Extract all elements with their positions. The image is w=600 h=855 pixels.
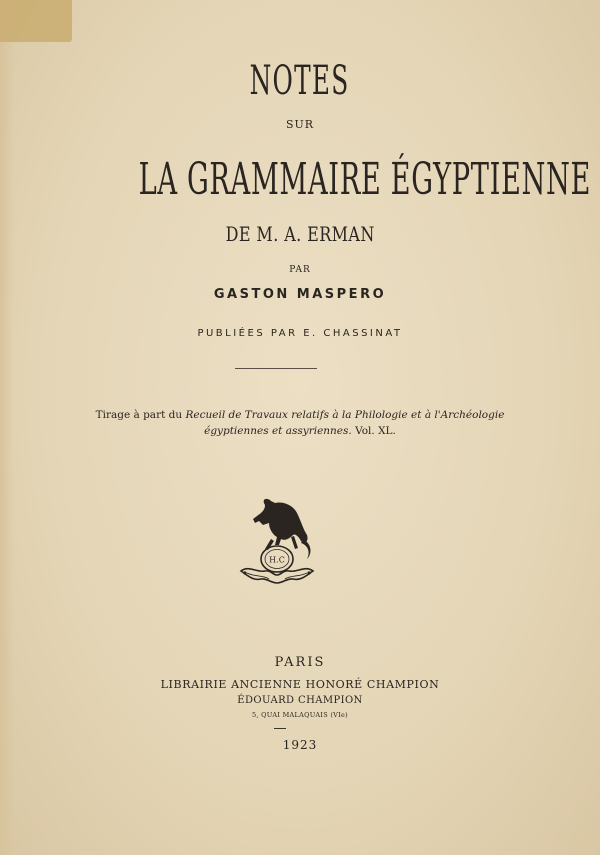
title-grammaire: LA GRAMMAIRE ÉGYPTIENNE [138,154,592,205]
publisher-house: LIBRAIRIE ANCIENNE HONORÉ CHAMPION [160,678,440,691]
title-notes: NOTES [250,58,350,104]
publisher-address: 5, QUAI MALAQUAIS (VIe) [251,711,349,719]
offprint-note [70,407,530,439]
publisher-city: PARIS [274,655,326,670]
emblem-monogram: H.C [269,555,285,565]
divider-rule [235,368,317,369]
paper-tab [0,0,72,42]
author-name: GASTON MASPERO [213,287,387,302]
volume-number: Vol. XL. [355,425,396,437]
par-label: PAR [289,265,311,275]
horse-emblem-icon [235,495,319,587]
publisher-owner: ÉDOUARD CHAMPION [237,695,363,706]
year-divider [274,728,286,729]
publication-year: 1923 [282,738,318,752]
title-erman: DE M. A. ERMAN [225,222,375,246]
journal-name: Recueil de Travaux relatifs à la Philologie et à l'Archéologie égyptiennes et assyriennes. [185,409,505,437]
title-sur: SUR [285,118,315,131]
offprint-prefix: Tirage à part du [95,409,183,421]
editor-line: PUBLIÉES PAR E. CHASSINAT [197,328,403,339]
